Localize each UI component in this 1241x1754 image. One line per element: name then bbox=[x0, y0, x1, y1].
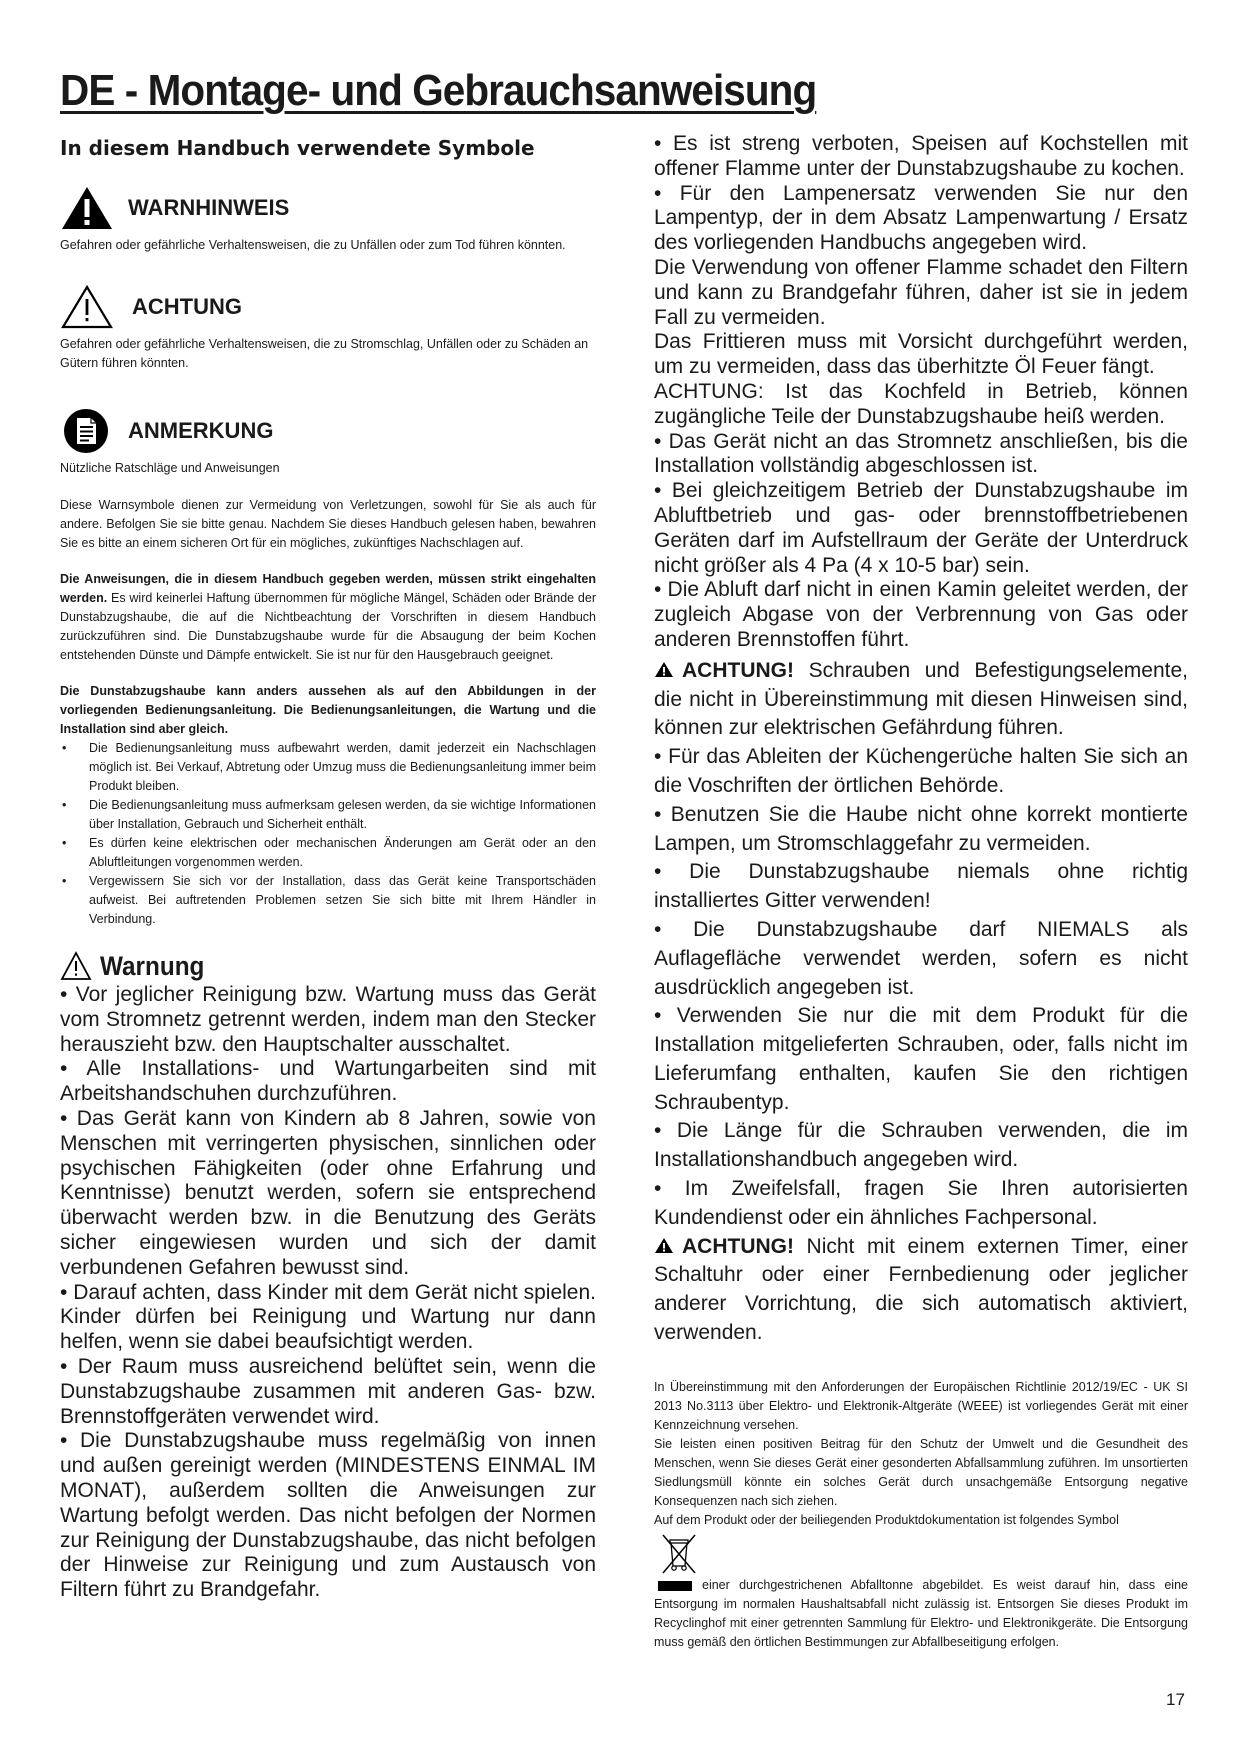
instructions-paragraph bbox=[60, 570, 596, 665]
warning-filled-icon bbox=[60, 185, 114, 231]
instructions-rest: Es wird keinerlei Haftung übernommen für mögliche Mängel, Schäden oder Brände der Dunstabzugshaube, die auf die Nichtbeachtung der Vorschriften in diesem Handbuch zurückzuführen sind. Die Dunstabzugshaube wurde für die Absaugung der beim Kochen entstehenden Dünste und Dämpfe entwickelt. Sie ist nur für den Hausgebrauch geeignet. bbox=[60, 591, 596, 662]
achtung-notice bbox=[654, 1233, 1188, 1348]
list-item: • Die Bedienungsanleitung muss aufbewahrt werden, damit jederzeit ein Nachschlagen möglich ist. Bei Verkauf, Abtretung oder Umzug muss die Bedienungsanleitung immer beim Produkt bleiben. bbox=[60, 739, 596, 796]
page-number: 17 bbox=[1166, 1690, 1185, 1709]
warnhinweis-desc: Gefahren oder gefährliche Verhaltensweisen, die zu Unfällen oder zum Tod führen könnten. bbox=[60, 238, 566, 252]
safety-paragraph: • Die Länge für die Schrauben verwenden, die im Installationshandbuch angegeben wird. bbox=[654, 1119, 1188, 1172]
safety-paragraph: • Die Abluft darf nicht in einen Kamin geleitet werden, der zugleich Abgase von der Verbrennung von Gas oder anderen Brennstoffen führt. bbox=[654, 578, 1188, 651]
safety-paragraph: • Im Zweifelsfall, fragen Sie Ihren autorisierten Kundendienst oder ein ähnliches Fachpersonal. bbox=[654, 1177, 1188, 1229]
anmerkung-label: ANMERKUNG bbox=[128, 418, 274, 443]
achtung-label: ACHTUNG bbox=[132, 294, 242, 319]
achtung-notice-text: Schrauben und Befestigungselemente, die nicht in Übereinstimmung mit diesen Hinweisen sind, können zur elektrischen Gefährdung führen. bbox=[654, 658, 1188, 740]
safety-paragraph: Das Frittieren muss mit Vorsicht durchgeführt werden, um zu vermeiden, dass das überhitzte Öl Feuer fängt. bbox=[654, 330, 1188, 379]
list-item: • Es dürfen keine elektrischen oder mechanischen Änderungen am Gerät oder an den Abluftleitungen vorgenommen werden. bbox=[60, 834, 596, 872]
safety-paragraph: Die Verwendung von offener Flamme schadet den Filtern und kann zu Brandgefahr führen, daher ist sie in jedem Fall zu vermeiden. bbox=[654, 255, 1188, 329]
warning-filled-icon bbox=[654, 661, 674, 678]
instructions-bold: Die Anweisungen, die in diesem Handbuch gegeben werden, müssen strikt eingehalten werden. bbox=[60, 572, 596, 605]
safety-paragraph: ACHTUNG: Ist das Kochfeld in Betrieb, können zugängliche Teile der Dunstabzugshaube heiß werden. bbox=[654, 379, 1188, 428]
safety-paragraph: • Für den Lampenersatz verwenden Sie nur den Lampentyp, der in dem Absatz Lampenwartung / Ersatz des vorliegenden Handbuchs angegeben wird. bbox=[654, 181, 1188, 255]
warnung-paragraph: • Darauf achten, dass Kinder mit dem Gerät nicht spielen. Kinder dürfen bei Reinigung und Wartung nur dann helfen, wenn sie dabei beaufsichtigt werden. bbox=[60, 1280, 596, 1354]
warnung-paragraph: • Vor jeglicher Reinigung bzw. Wartung muss das Gerät vom Stromnetz getrennt werden, indem man den Stecker herauszieht bzw. den Hauptschalter ausschaltet. bbox=[60, 983, 596, 1056]
weee-paragraph: Auf dem Produkt oder der beiliegenden Produktdokumentation ist folgendes Symbol bbox=[654, 1512, 1119, 1527]
list-item: • Die Bedienungsanleitung muss aufmerksam gelesen werden, da sie wichtige Informationen über Installation, Gebrauch und Sicherheit enthält. bbox=[60, 796, 596, 834]
right-column bbox=[654, 132, 1188, 1652]
warnung-title: Warnung bbox=[100, 950, 205, 981]
safety-paragraph: • Die Dunstabzugshaube darf NIEMALS als Auflagefläche verwendet werden, sofern es nicht ausdrücklich angegeben ist. bbox=[654, 917, 1188, 999]
weee-paragraph: In Übereinstimmung mit den Anforderungen der Europäischen Richtlinie 2012/19/EC - UK SI 2013 No.3113 über Elektro- und Elektronik-Altgeräte (WEEE) ist vorliegendes Gerät mit einer Kennzeichnung versehen. bbox=[654, 1379, 1188, 1432]
symbol-anmerkung bbox=[60, 407, 596, 478]
warning-outline-icon bbox=[60, 951, 92, 981]
warnung-heading bbox=[60, 949, 596, 983]
warnung-paragraph: • Alle Installations- und Wartungarbeiten sind mit Arbeitshandschuhen durchzuführen. bbox=[60, 1057, 596, 1106]
weee-bin-text: einer durchgestrichenen Abfalltonne abgebildet. Es weist darauf hin, dass eine Entsorgung im normalen Haushaltsabfall nicht zulässig ist. Entsorgen Sie dieses Produkt im Recyclinghof mit einer getrennten Sammlung für Elektro- und Elektronikgeräte. Die Entsorgung muss gemäß den örtlichen Bestimmungen zur Abfallbeseitigung erfolgen. bbox=[654, 1577, 1188, 1649]
anmerkung-desc: Nützliche Ratschläge und Anweisungen bbox=[60, 461, 280, 475]
safety-paragraph: • Das Gerät nicht an das Stromnetz anschließen, bis die Installation vollständig abgeschlossen ist. bbox=[654, 429, 1188, 478]
achtung-notice bbox=[654, 657, 1188, 743]
page-title: DE - Montage- und Gebrauchsanweisung bbox=[60, 66, 817, 115]
warning-filled-icon bbox=[654, 1237, 674, 1254]
safety-paragraph: • Bei gleichzeitigem Betrieb der Dunstabzugshaube im Abluftbetrieb und gas- oder brennstoffbetriebenen Geräten darf im Aufstellraum der Geräte der Unterdruck nicht größer als 4 Pa (4 x 10-5 bar) sein. bbox=[654, 479, 1188, 577]
safety-paragraph: • Verwenden Sie nur die mit dem Produkt für die Installation mitgelieferten Schrauben, oder, falls nicht im Lieferumfang enthalten, kaufen Sie den richtigen Schraubentyp. bbox=[654, 1004, 1188, 1114]
intro-paragraph: Diese Warnsymbole dienen zur Vermeidung von Verletzungen, sowohl für Sie als auch für andere. Befolgen Sie sie bitte genau. Nachdem Sie dieses Handbuch gelesen haben, bewahren Sie es bitte an einem sicheren Ort für ein mögliches, zukünftiges Nachschlagen auf. bbox=[60, 498, 596, 550]
achtung-notice-label: ACHTUNG! bbox=[682, 658, 794, 682]
symbols-heading: In diesem Handbuch verwendete Symbole bbox=[60, 136, 535, 160]
achtung-notice-label: ACHTUNG! bbox=[682, 1234, 794, 1258]
weee-paragraph: Sie leisten einen positiven Beitrag für den Schutz der Umwelt und die Gesundheit des Menschen, wenn Sie dieses Gerät einer gesonderten Abfallsammlung zuführen. Im unsortierten Siedlungsmüll könnte ein solches Gerät durch unsachgemäße Entsorgung negative Konsequenzen nach sich ziehen. bbox=[654, 1436, 1188, 1508]
safety-paragraph: • Für das Ableiten der Küchengerüche halten Sie sich an die Voschriften der örtlichen Behörde. bbox=[654, 745, 1188, 797]
black-bar bbox=[658, 1581, 692, 1591]
warnung-paragraph: • Der Raum muss ausreichend belüftet sein, wenn die Dunstabzugshaube zusammen mit anderen Gas- bzw. Brennstoffgeräten verwendet wird. bbox=[60, 1354, 596, 1428]
weee-section bbox=[654, 1378, 1188, 1652]
small-bullet-list bbox=[60, 739, 596, 929]
symbol-achtung bbox=[60, 283, 596, 373]
appearance-note: Die Dunstabzugshaube kann anders aussehen als auf den Abbildungen in der vorliegenden Bedienungsanleitung. Die Bedienungsanleitungen, die Wartung und die Installation sind aber gleich. bbox=[60, 684, 596, 736]
left-column bbox=[60, 136, 596, 1603]
warnung-paragraph: • Das Gerät kann von Kindern ab 8 Jahren, sowie von Menschen mit verringerten physischen, sinnlichen oder psychischen Fähigkeiten (oder ohne Erfahrung und Kenntnisse) benutzt werden, sofern sie entsprechend überwacht werden bzw. in die Benutzung des Geräts sicher eingewiesen wurden und sich der damit verbundenen Gefahren bewusst sind. bbox=[60, 1106, 596, 1279]
safety-paragraph: • Benutzen Sie die Haube nicht ohne korrekt montierte Lampen, um Stromschlaggefahr zu vermeiden. bbox=[654, 802, 1188, 855]
weee-paragraph bbox=[654, 1576, 1188, 1652]
document-note-icon bbox=[60, 408, 114, 454]
warnung-paragraph: • Die Dunstabzugshaube muss regelmäßig von innen und außen gereinigt werden (MINDESTENS EINMAL IM MONAT), außerdem sollten die Anweisungen zur Wartung befolgt werden. Das nicht befolgen der Normen zur Reinigung der Dunstabzugshaube, das nicht befolgen der Hinweise zur Reinigung und zum Austausch von Filtern führt zu Brandgefahr. bbox=[60, 1429, 596, 1602]
safety-paragraph: • Die Dunstabzugshaube niemals ohne richtig installiertes Gitter verwenden! bbox=[654, 860, 1188, 913]
symbol-warnhinweis bbox=[60, 184, 596, 255]
crossed-bin-icon bbox=[658, 1532, 700, 1576]
safety-paragraph: • Es ist streng verboten, Speisen auf Kochstellen mit offener Flamme unter der Dunstabzugshaube zu kochen. bbox=[654, 132, 1188, 180]
warnhinweis-label: WARNHINWEIS bbox=[128, 195, 290, 220]
achtung-notice-text: Nicht mit einem externen Timer, einer Schaltuhr oder einer Fernbedienung oder jeglicher anderer Vorrichtung, die sich automatisch aktiviert, verwenden. bbox=[654, 1234, 1188, 1345]
warning-outline-icon bbox=[60, 284, 114, 330]
list-item: • Vergewissern Sie sich vor der Installation, dass das Gerät keine Transportschäden aufweist. Bei auftretenden Problemen setzen Sie sich bitte mit Ihrem Händler in Verbindung. bbox=[60, 872, 596, 929]
achtung-desc: Gefahren oder gefährliche Verhaltensweisen, die zu Stromschlag, Unfällen oder zu Schäden an Gütern führen könnten. bbox=[60, 337, 589, 370]
